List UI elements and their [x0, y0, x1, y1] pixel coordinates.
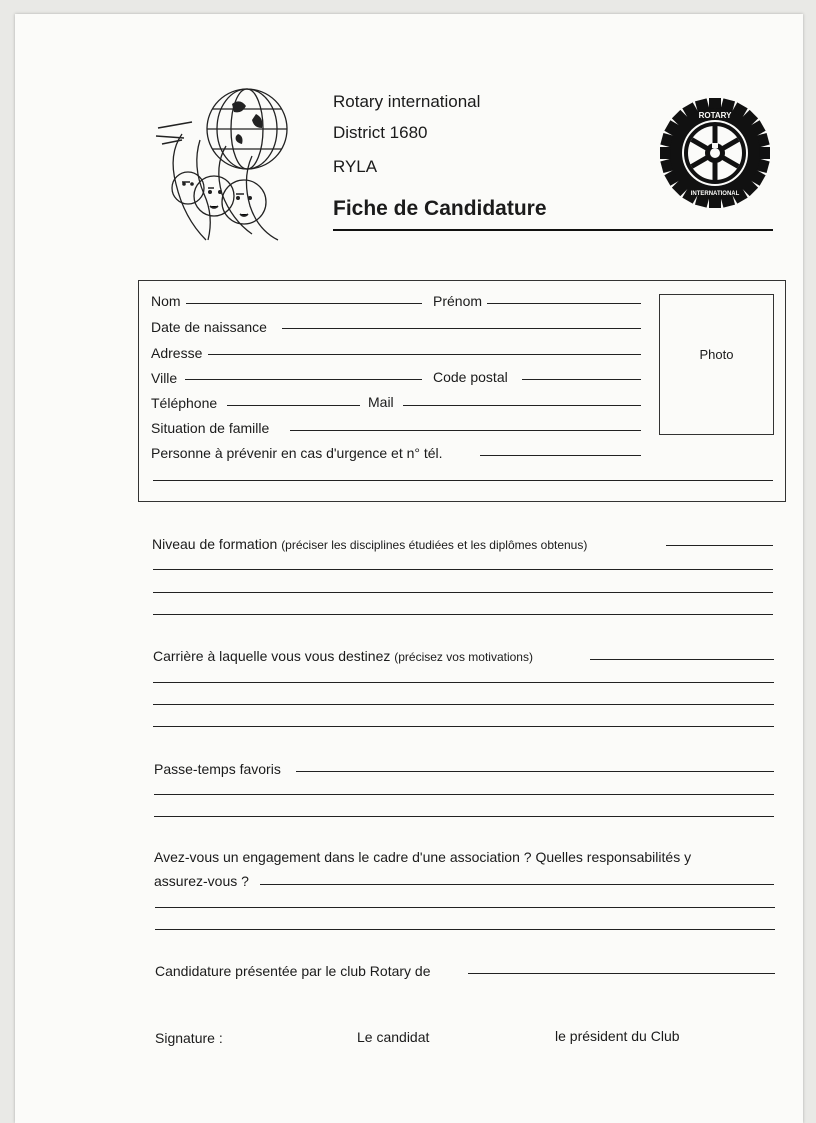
engagement-line[interactable]: [155, 907, 775, 908]
passe-temps-line[interactable]: [154, 794, 774, 795]
formation-title: Niveau de formation: [152, 536, 278, 552]
engagement-question-cont: assurez-vous ?: [154, 873, 249, 889]
engagement-question: Avez-vous un engagement dans le cadre d'une association ? Quelles responsabilités y: [154, 849, 692, 865]
prenom-label: Prénom: [433, 293, 483, 309]
logo-ring-bottom: INTERNATIONAL: [690, 191, 740, 197]
nom-field[interactable]: [186, 303, 422, 304]
globe-faces-illustration: [152, 84, 296, 248]
telephone-label: Téléphone: [151, 395, 218, 411]
passe-temps-field[interactable]: [296, 771, 774, 772]
formation-label: [152, 535, 587, 554]
ville-field[interactable]: [185, 379, 422, 380]
adresse-field[interactable]: [208, 354, 641, 355]
carriere-label: [153, 647, 533, 666]
mail-label: Mail: [368, 394, 394, 410]
club-field[interactable]: [468, 973, 775, 974]
formation-line[interactable]: [153, 569, 773, 570]
ville-label: Ville: [151, 370, 178, 386]
signature-candidat: Le candidat: [357, 1029, 430, 1045]
telephone-field[interactable]: [227, 405, 360, 406]
passe-temps-line[interactable]: [154, 816, 774, 817]
nom-label: Nom: [151, 293, 181, 309]
formation-field[interactable]: [666, 545, 773, 546]
photo-box[interactable]: [659, 294, 774, 435]
urgence-field[interactable]: [480, 455, 641, 456]
engagement-line[interactable]: [155, 929, 775, 930]
formation-line[interactable]: [153, 592, 773, 593]
carriere-line[interactable]: [153, 704, 774, 705]
page-title: Fiche de Candidature: [333, 197, 547, 220]
situation-label: Situation de famille: [151, 420, 270, 436]
naissance-label: Date de naissance: [151, 319, 267, 335]
carriere-title: Carrière à laquelle vous vous destinez: [153, 648, 391, 664]
formation-note: (préciser les disciplines étudiées et les diplômes obtenus): [281, 538, 588, 552]
rotary-wheel-icon: [660, 98, 770, 208]
formation-line[interactable]: [153, 614, 773, 615]
mail-field[interactable]: [403, 405, 641, 406]
signature-label: Signature :: [155, 1030, 223, 1046]
code-postal-field[interactable]: [522, 379, 641, 380]
program-name: RYLA: [333, 157, 378, 176]
passe-temps-label: Passe-temps favoris: [154, 761, 281, 777]
carriere-note: (précisez vos motivations): [394, 650, 533, 664]
urgence-label: Personne à prévenir en cas d'urgence et n° tél.: [151, 445, 443, 461]
title-underline: [333, 229, 773, 231]
photo-label: Photo: [699, 347, 734, 362]
code-postal-label: Code postal: [433, 369, 508, 385]
prenom-field[interactable]: [487, 303, 641, 304]
naissance-field[interactable]: [282, 328, 641, 329]
carriere-field[interactable]: [590, 659, 774, 660]
logo-ring-top: ROTARY: [698, 111, 732, 120]
urgence-field-extra[interactable]: [153, 480, 773, 481]
engagement-field[interactable]: [260, 884, 774, 885]
situation-field[interactable]: [290, 430, 641, 431]
carriere-line[interactable]: [153, 726, 774, 727]
signature-president: le président du Club: [555, 1028, 680, 1044]
district-name: District 1680: [333, 123, 428, 142]
carriere-line[interactable]: [153, 682, 774, 683]
club-label: Candidature présentée par le club Rotary de: [155, 963, 431, 979]
adresse-label: Adresse: [151, 345, 203, 361]
org-name: Rotary international: [333, 92, 481, 111]
